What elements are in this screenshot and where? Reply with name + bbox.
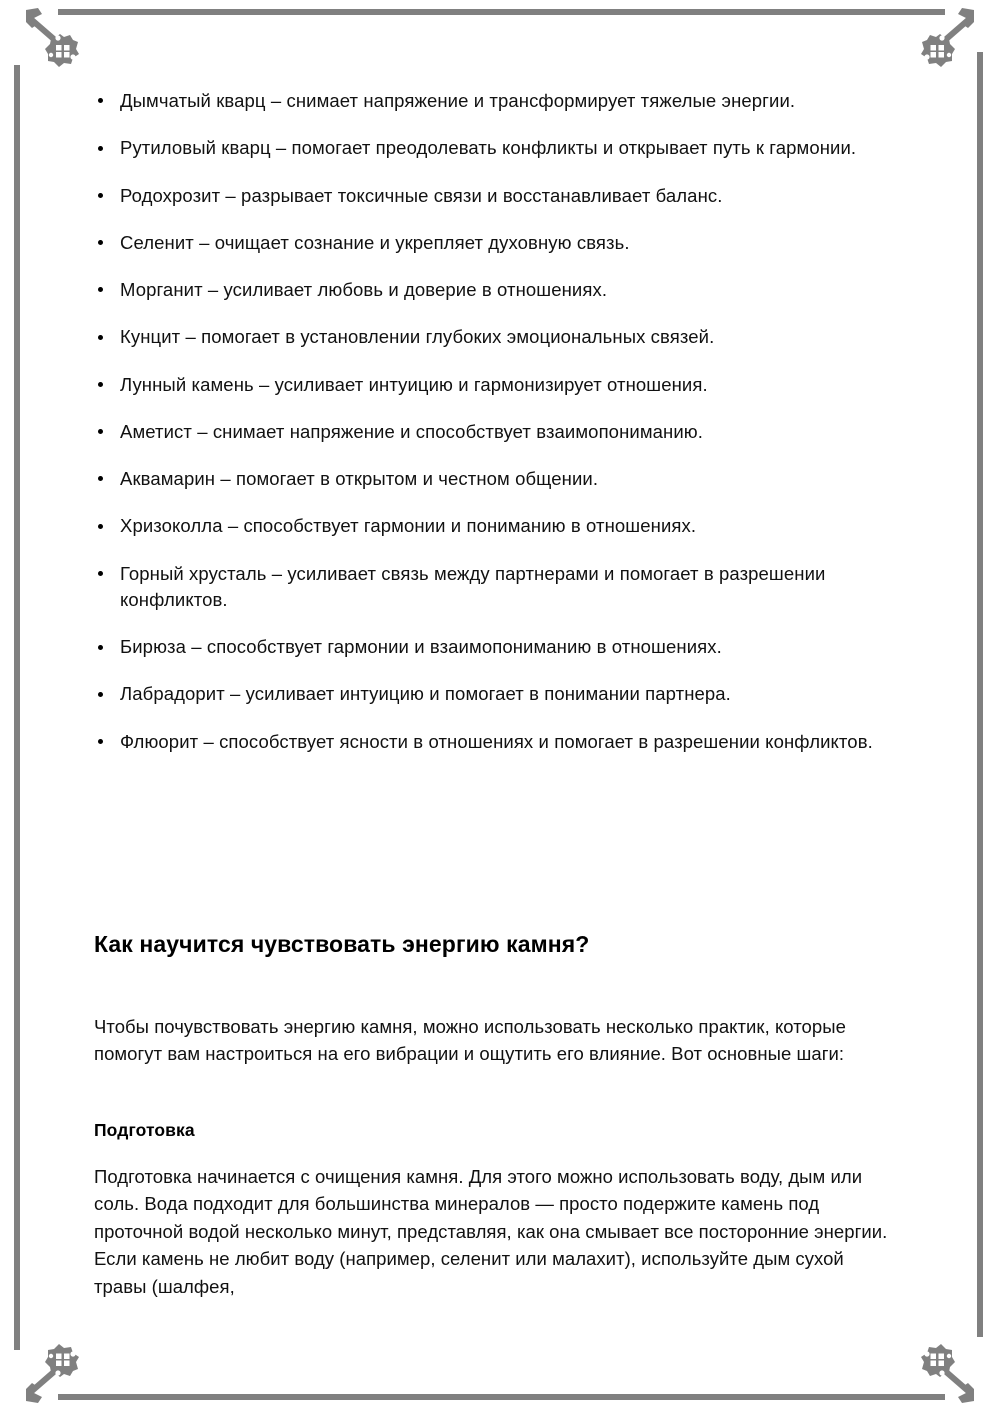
bullet-point-icon <box>98 692 103 697</box>
list-item-label: Аметист – снимает напряжение и способствует взаимопониманию. <box>120 420 703 442</box>
list-item-label: Дымчатый кварц – снимает напряжение и трансформирует тяжелые энергии. <box>120 90 796 111</box>
list-item-label: Родохрозит – разрывает токсичные связи и восстанавливает баланс. <box>120 184 723 206</box>
list-item-label: Лунный камень – усиливает интуицию и гармонизирует отношения. <box>120 373 708 395</box>
list-item <box>94 230 904 256</box>
bullet-point-icon <box>98 645 103 650</box>
list-item-label: Лабрадорит – усиливает интуицию и помогает в понимании партнера. <box>120 683 731 705</box>
list-item-label: Хризоколла – способствует гармонии и пониманию в отношениях. <box>120 515 697 537</box>
key-icon-top-right <box>904 6 976 78</box>
list-item <box>94 561 904 614</box>
intro-paragraph: Чтобы почувствовать энергию камня, можно использовать несколько практик, которые помогут вам настроиться на его вибрации и ощутить его влияние. Вот основные шаги: <box>94 1016 846 1065</box>
bullet-point-icon <box>98 335 103 340</box>
bullet-point-icon <box>98 476 103 481</box>
bullet-point-icon <box>98 429 103 434</box>
list-item <box>94 183 904 209</box>
bullet-point-icon <box>98 98 103 103</box>
bullet-point-icon <box>98 146 103 151</box>
list-item-label: Селенит – очищает сознание и укрепляет духовную связь. <box>120 231 630 253</box>
list-item <box>94 277 904 303</box>
list-item <box>94 729 904 755</box>
bullet-point-icon <box>98 240 103 245</box>
key-icon-top-left <box>24 6 96 78</box>
sub-heading-preparation: Подготовка <box>94 1120 195 1140</box>
bullet-point-icon <box>98 382 103 387</box>
key-icon-bottom-left <box>24 1333 96 1405</box>
list-item <box>94 681 904 707</box>
list-item <box>94 372 904 398</box>
list-item-label: Бирюза – способствует гармонии и взаимопониманию в отношениях. <box>120 636 722 658</box>
list-item-label: Аквамарин – помогает в открытом и честном общении. <box>120 468 599 490</box>
frame-line-right <box>977 52 983 1337</box>
list-item-label: Рутиловый кварц – помогает преодолевать конфликты и открывает путь к гармонии. <box>120 137 857 159</box>
key-icon-bottom-right <box>904 1333 976 1405</box>
frame-line-top <box>58 9 945 15</box>
list-item-label: Флюорит – способствует ясности в отношениях и помогает в разрешении конфликтов. <box>120 730 873 752</box>
list-item-label: Кунцит – помогает в установлении глубоких эмоциональных связей. <box>120 326 715 348</box>
list-item-label: Горный хрусталь – усиливает связь между партнерами и помогает в разрешении конфликтов. <box>120 562 826 610</box>
list-item <box>94 324 904 350</box>
bullet-point-icon <box>98 193 103 198</box>
bullet-point-icon <box>98 524 103 529</box>
bullet-point-icon <box>98 571 103 576</box>
bullet-point-icon <box>98 287 103 292</box>
stone-bullet-list <box>94 88 904 755</box>
list-item <box>94 513 904 539</box>
section-heading: Как научится чувствовать энергию камня? <box>94 931 590 957</box>
list-item <box>94 634 904 660</box>
frame-line-left <box>14 65 20 1350</box>
list-item <box>94 466 904 492</box>
list-item <box>94 88 904 114</box>
list-item-label: Морганит – усиливает любовь и доверие в отношениях. <box>120 279 608 301</box>
list-item <box>94 419 904 445</box>
list-item <box>94 135 904 161</box>
bullet-point-icon <box>98 739 103 744</box>
frame-line-bottom <box>58 1394 945 1400</box>
body-paragraph: Подготовка начинается с очищения камня. Для этого можно использовать воду, дым или соль. Вода подходит для большинства минералов — просто подержите камень под проточной водой несколько минут, представляя, как она смывает все посторонние энергии. Если камень не любит воду (например, селенит или малахит), используйте дым сухой травы (шалфея, <box>94 1166 888 1297</box>
